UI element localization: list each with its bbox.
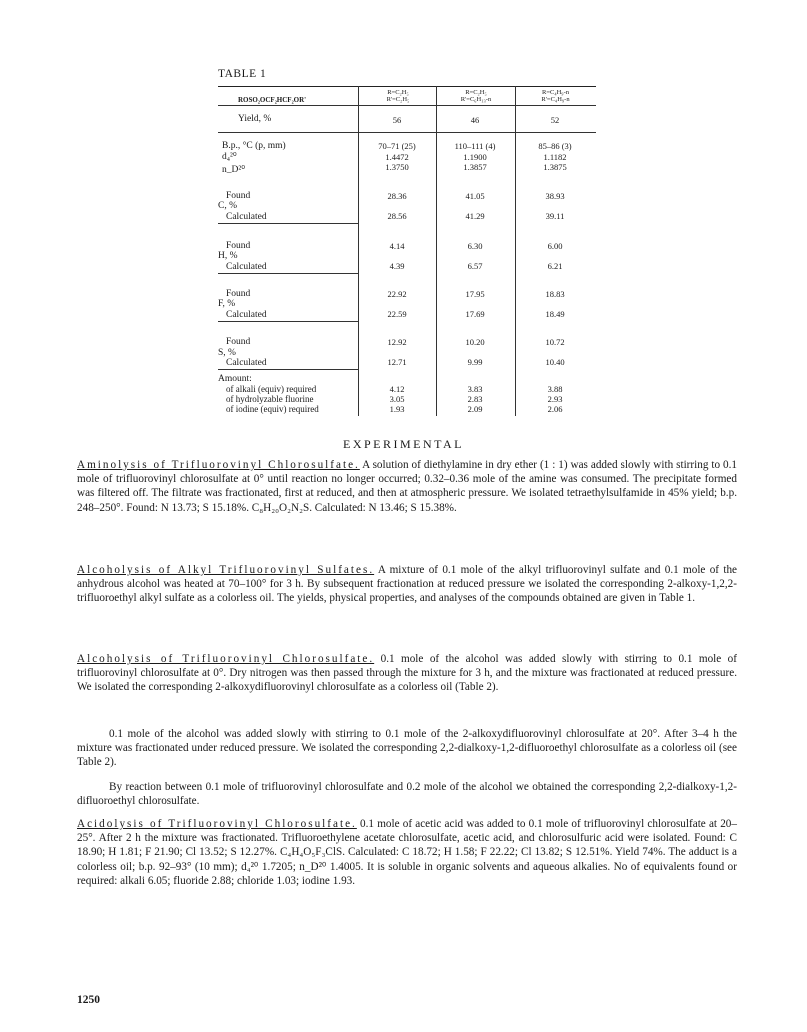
paragraph-heading: Acidolysis of Trifluorovinyl Chlorosulfate.: [77, 818, 357, 830]
amount-values-col3: 3.88 2.93 2.06: [547, 384, 563, 414]
column-divider: [515, 86, 516, 416]
calc-value: 10.40: [545, 357, 565, 367]
group-rule: [218, 369, 358, 370]
found-value: 22.92: [387, 289, 407, 299]
found-value: 6.30: [467, 241, 483, 251]
element-label: C, %: [218, 201, 237, 211]
header-col3: R=C₄H₉-n R'=C₄H₉-n: [541, 89, 570, 103]
found-label: Found: [226, 289, 251, 299]
yield-value: 46: [470, 115, 480, 125]
prop-values-col2: 110–111 (4) 1.1900 1.3857: [454, 141, 496, 172]
header-rule: [218, 105, 596, 106]
calc-value: 41.29: [465, 211, 485, 221]
element-label: S, %: [218, 348, 236, 358]
prop-label-d: d₄²⁰: [222, 152, 237, 162]
table-caption: TABLE 1: [218, 68, 267, 80]
header-col2: R=C₂H₅ R'=C₆H₁₃-n: [460, 89, 492, 103]
paragraph-reaction: By reaction between 0.1 mole of trifluorovinyl chlorosulfate and 0.2 mole of the alcohol we obtained the corresponding 2,2-dialkoxy-1,2-difluoroethyl chlorosulfate.: [77, 781, 737, 808]
found-value: 28.36: [387, 191, 407, 201]
group-rule: [218, 273, 358, 274]
found-value: 17.95: [465, 289, 485, 299]
calc-value: 17.69: [465, 309, 485, 319]
table-top-rule: [218, 86, 596, 87]
paragraph-aminolysis: [77, 458, 737, 515]
calc-value: 4.39: [389, 261, 405, 271]
data-table: [218, 86, 596, 416]
group-rule: [218, 321, 358, 322]
paragraph-alcoholysis-sulfates: [77, 563, 737, 606]
calc-label: Calculated: [226, 310, 267, 320]
calc-value: 6.21: [547, 261, 563, 271]
paragraph-body: A mixture of 0.1 mole of the alkyl trifluorovinyl sulfate and 0.1 mole of the anhydrous alcohol was heated at 70–100° for 3 h. By subsequent fractionation at reduced pressure we isolated the corresponding 2-alkoxy-1,2,2-trifluoroethyl alkyl sulfate as a colorless oil. The yields, physical properties, and analyses of the compounds obtained are given in Table 1.: [77, 564, 738, 605]
amount-row-label: of alkali (equiv) required: [226, 384, 317, 394]
found-value: 41.05: [465, 191, 485, 201]
found-value: 6.00: [547, 241, 563, 251]
found-value: 4.14: [389, 241, 405, 251]
amount-row-label: of hydrolyzable fluorine: [226, 394, 314, 404]
found-value: 10.72: [545, 337, 565, 347]
element-label: H, %: [218, 251, 238, 261]
found-label: Found: [226, 241, 251, 251]
prop-label-n: n_D²⁰: [222, 165, 246, 175]
calc-value: 9.99: [467, 357, 483, 367]
prop-values-col3: 85–86 (3) 1.1182 1.3875: [538, 141, 572, 172]
section-title: EXPERIMENTAL: [342, 437, 465, 451]
paragraph-body: 0.1 mole of acetic acid was added to 0.1 mole of trifluorovinyl chlorosulfate at 20–25°. After 2 h the mixture was fractionated. Trifluoroethylene acetate chlorosulfate, acetic acid, and chlorosulfuric acid were isolated. Found: C 18.90; H 1.81; F 21.90; Cl 13.52; S 12.27%. C₄H₄O₅F₃ClS. Calculated: C 18.72; H 1.58; F 22.22; Cl 13.82; S 12.51%. Yield 74%. The adduct is a colorless oil; b.p. 92–93° (10 mm); d₄²⁰ 1.7205; n_D²⁰ 1.4005. It is soluble in organic solvents and aqueous alkalies. No of equivalents found or required: alkali 6.05; fluoride 2.88; chloride 1.03; iodine 1.93.: [77, 818, 737, 887]
column-divider: [436, 86, 437, 416]
yield-value: 52: [550, 115, 560, 125]
paragraph-heading: Aminolysis of Trifluorovinyl Chlorosulfate.: [77, 459, 360, 471]
header-formula: ROSO₂OCF₂HCF₂OR': [238, 96, 307, 104]
paragraph-acidolysis: [77, 817, 737, 888]
paragraph-body: A solution of diethylamine in dry ether (1 : 1) was added slowly with stirring to 0.1 mole of trifluorovinyl chlorosulfate at 0° until reaction no longer occurred; 0.32–0.36 mole of the amine was consumed. The precipitate formed was filtered off. The filtrate was fractionated, first at reduced, and then at atmospheric pressure. We isolated tetraethylsulfamide in 45% yield; b.p. 248–250°. Found: N 13.73; S 15.18%. C₈H₂₀O₂N₂S. Calculated: N 13.46; S 15.38%.: [77, 459, 737, 514]
prop-values-col1: 70–71 (25) 1.4472 1.3750: [378, 141, 416, 172]
amount-row-label: of iodine (equiv) required: [226, 404, 319, 414]
calc-label: Calculated: [226, 358, 267, 368]
found-value: 18.83: [545, 289, 565, 299]
element-label: F, %: [218, 299, 236, 309]
yield-value: 56: [392, 115, 402, 125]
found-label: Found: [226, 337, 251, 347]
paragraph-dialkoxy: 0.1 mole of the alcohol was added slowly with stirring to 0.1 mole of the 2-alkoxydifluorovinyl chlorosulfate at 20°. After 3–4 h the mixture was fractionated under reduced pressure. We isolated the corresponding 2,2-dialkoxy-1,2-difluoroethyl chlorosulfate as a colorless oil (see Table 2).: [77, 728, 737, 769]
prop-label-bp: B.p., °C (p, mm): [222, 141, 286, 151]
calc-label: Calculated: [226, 262, 267, 272]
found-value: 38.93: [545, 191, 565, 201]
found-value: 10.20: [465, 337, 485, 347]
row-rule: [218, 132, 596, 133]
calc-value: 28.56: [387, 211, 407, 221]
calc-value: 12.71: [387, 357, 407, 367]
group-rule: [218, 223, 358, 224]
paragraph-heading: Alcoholysis of Trifluorovinyl Chlorosulfate.: [77, 653, 375, 665]
paragraph-heading: Alcoholysis of Alkyl Trifluorovinyl Sulfates.: [77, 564, 375, 576]
found-value: 12.92: [387, 337, 407, 347]
amount-values-col2: 3.83 2.83 2.09: [467, 384, 483, 414]
calc-label: Calculated: [226, 212, 267, 222]
found-label: Found: [226, 191, 251, 201]
column-divider: [358, 86, 359, 416]
calc-value: 6.57: [467, 261, 483, 271]
page-number: 1250: [77, 994, 100, 1006]
calc-value: 18.49: [545, 309, 565, 319]
header-col1: R=C₂H₅ R'=C₂H₅: [386, 89, 410, 103]
paragraph-alcoholysis-chlorosulfate: [77, 652, 737, 695]
calc-value: 39.11: [545, 211, 565, 221]
amount-values-col1: 4.12 3.05 1.93: [389, 384, 405, 414]
amount-label: Amount:: [218, 374, 252, 384]
calc-value: 22.59: [387, 309, 407, 319]
paragraph-body: 0.1 mole of the alcohol was added slowly with stirring to 0.1 mole of trifluorovinyl chlorosulfate at 0°. Dry nitrogen was then passed through the mixture for 3 h, and the mixture was fractionated at reduced pressure. We isolated the corresponding 2-alkoxydifluorovinyl chlorosulfate as a colorless oil (Table 2).: [77, 653, 737, 694]
yield-label: Yield, %: [238, 114, 272, 124]
